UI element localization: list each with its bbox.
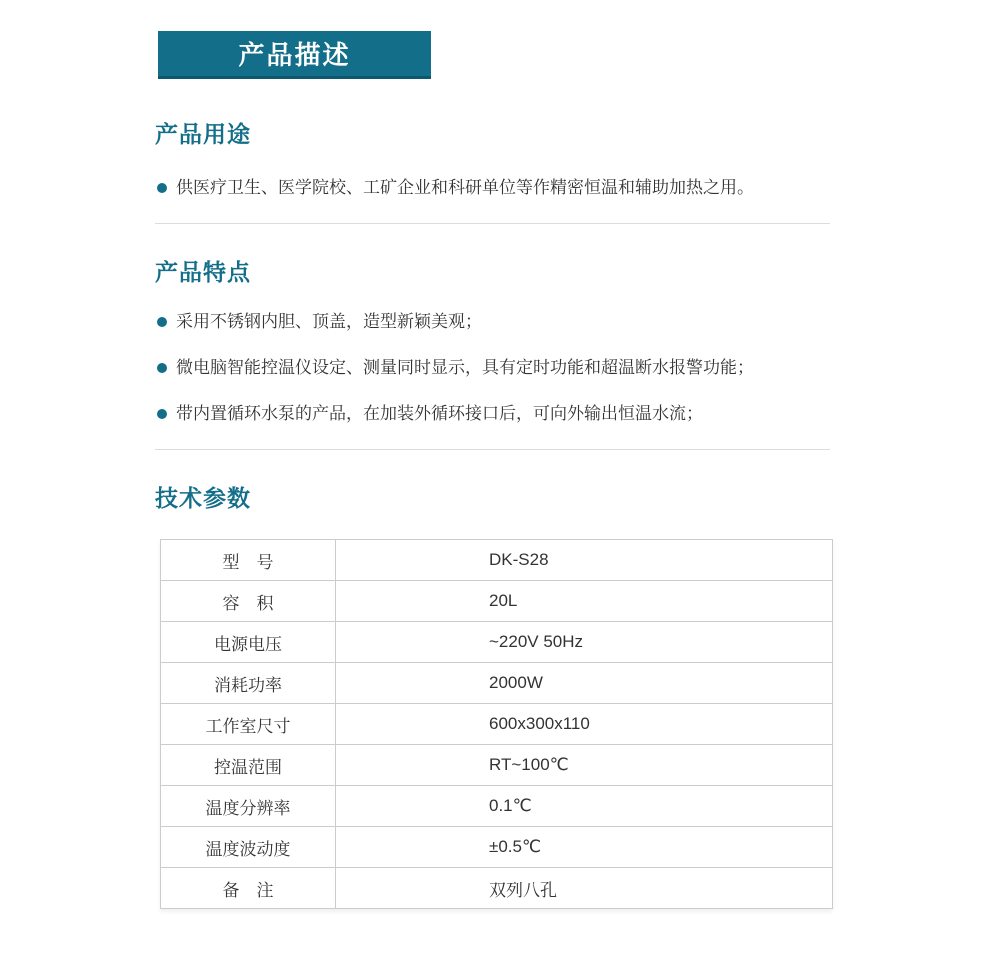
table-row <box>161 663 833 704</box>
spec-value-cell: 0.1℃ <box>336 786 833 827</box>
list-item <box>155 311 833 333</box>
spec-value-cell: 20L <box>336 581 833 622</box>
table-row <box>161 581 833 622</box>
table-row <box>161 622 833 663</box>
list-item <box>155 357 833 379</box>
spec-value-cell: ±0.5℃ <box>336 827 833 868</box>
features-section-title: 产品特点 <box>155 259 251 285</box>
spec-value-cell: DK-S28 <box>336 540 833 581</box>
spec-label-cell: 备 注 <box>161 868 336 909</box>
list-item <box>155 177 833 199</box>
spec-label-cell: 温度分辨率 <box>161 786 336 827</box>
section-banner <box>158 31 431 79</box>
section-features <box>155 254 833 450</box>
table-row <box>161 704 833 745</box>
content-column <box>155 0 833 909</box>
features-bullet-list <box>155 311 833 425</box>
section-divider <box>155 223 830 224</box>
spec-label-cell: 工作室尺寸 <box>161 704 336 745</box>
spec-table-body <box>161 540 833 909</box>
bullet-text: 带内置循环水泵的产品，在加装外循环接口后，可向外输出恒温水流； <box>176 404 703 423</box>
table-row <box>161 540 833 581</box>
spec-label-cell: 型 号 <box>161 540 336 581</box>
bullet-dot-icon <box>157 363 167 373</box>
spec-label-cell: 容 积 <box>161 581 336 622</box>
specs-section-title: 技术参数 <box>155 485 251 511</box>
spec-label-cell: 电源电压 <box>161 622 336 663</box>
section-specs <box>155 480 833 909</box>
spec-label-cell: 控温范围 <box>161 745 336 786</box>
bullet-dot-icon <box>157 183 167 193</box>
table-row <box>161 745 833 786</box>
usage-section-title: 产品用途 <box>155 121 251 147</box>
bullet-dot-icon <box>157 317 167 327</box>
list-item <box>155 403 833 425</box>
banner-title: 产品描述 <box>238 40 351 70</box>
usage-bullet-list <box>155 177 833 199</box>
table-row <box>161 827 833 868</box>
spec-value-cell: 双列八孔 <box>336 868 833 909</box>
bullet-text: 微电脑智能控温仪设定、测量同时显示，具有定时功能和超温断水报警功能； <box>176 358 754 377</box>
spec-value-cell: 600x300x110 <box>336 704 833 745</box>
spec-value-cell: 2000W <box>336 663 833 704</box>
table-row <box>161 786 833 827</box>
spec-table <box>160 539 833 909</box>
bullet-text: 供医疗卫生、医学院校、工矿企业和科研单位等作精密恒温和辅助加热之用。 <box>176 178 754 197</box>
bullet-text: 采用不锈钢内胆、顶盖，造型新颖美观； <box>176 312 482 331</box>
bullet-dot-icon <box>157 409 167 419</box>
spec-value-cell: ~220V 50Hz <box>336 622 833 663</box>
section-divider <box>155 449 830 450</box>
table-row <box>161 868 833 909</box>
section-usage <box>155 116 833 224</box>
spec-label-cell: 消耗功率 <box>161 663 336 704</box>
spec-value-cell: RT~100℃ <box>336 745 833 786</box>
spec-label-cell: 温度波动度 <box>161 827 336 868</box>
